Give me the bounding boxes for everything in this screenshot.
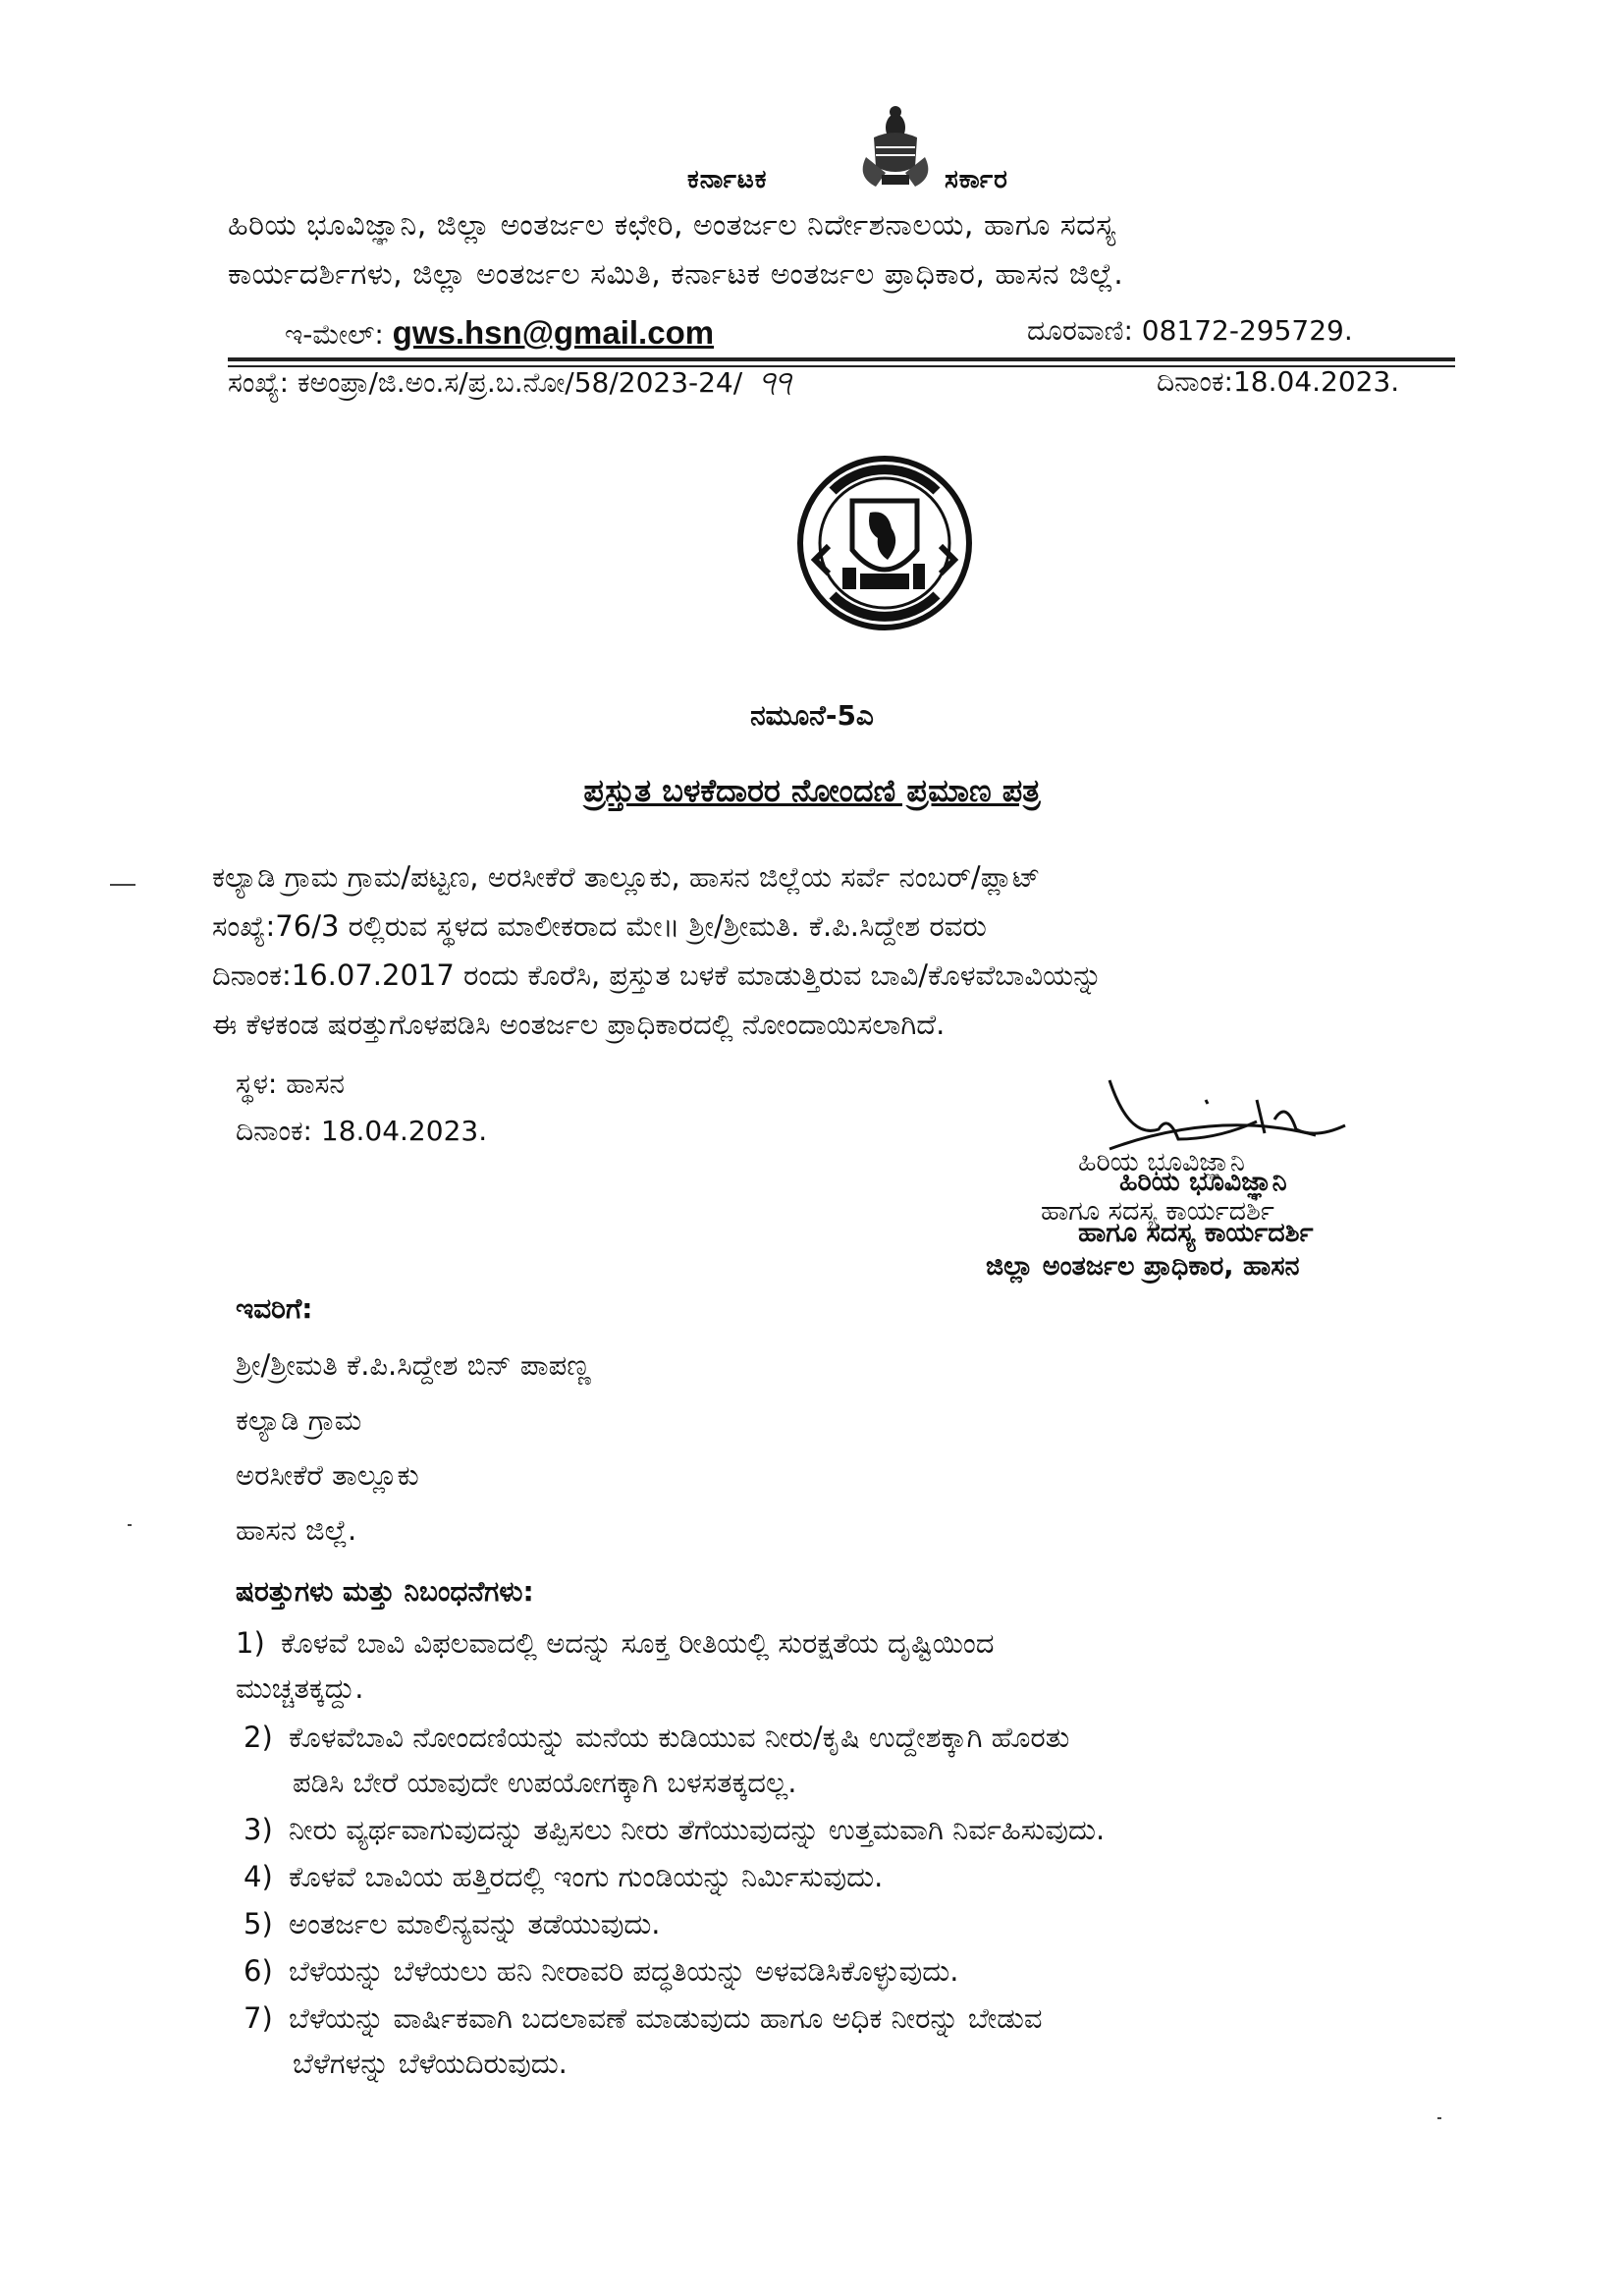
issue-date: ದಿನಾಂಕ:18.04.2023.	[1157, 365, 1400, 398]
recipient-taluk: ಅರಸೀಕೆರೆ ತಾಲ್ಲೂಕು	[236, 1458, 419, 1492]
condition-item: 7) ಬೆಳೆಯನ್ನು ವಾರ್ಷಿಕವಾಗಿ ಬದಲಾವಣೆ ಮಾಡುವುದು ಹಾಗೂ ಅಧಿಕ ನೀರನ್ನು ಬೇಡುವ ಬೆಳೆಗಳನ್ನು ಬೆಳೆಯದಿರುವುದು.	[244, 2001, 1043, 2080]
body-line-4: ಈ ಕೆಳಕಂಡ ಷರತ್ತುಗೊಳಪಡಿಸಿ ಅಂತರ್ಜಲ ಪ್ರಾಧಿಕಾರದಲ್ಲಿ ನೋಂದಾಯಿಸಲಾಗಿದೆ.	[212, 1008, 946, 1041]
recipient-name: ಶ್ರೀ/ಶ್ರೀಮತಿ ಕೆ.ಪಿ.ಸಿದ್ದೇಶ ಬಿನ್ ಪಾಪಣ್ಣ	[236, 1348, 591, 1382]
condition-item: 5) ಅಂತರ್ಜಲ ಮಾಲಿನ್ಯವನ್ನು ತಡೆಯುವುದು.	[244, 1907, 661, 1941]
state-emblem-icon	[846, 98, 945, 196]
phone-row	[1027, 314, 1353, 348]
certificate-title: ಪ್ರಸ್ತುತ ಬಳಕೆದಾರರ ನೋಂದಣಿ ಪ್ರಮಾಣ ಪತ್ರ	[583, 772, 1041, 809]
authority-seal-icon	[793, 452, 976, 634]
email-address[interactable]: gws.hsn@gmail.com	[392, 314, 715, 351]
email-label: ಇ-ಮೇಲ್:	[285, 318, 384, 351]
recipient-heading: ಇವರಿಗೆ:	[236, 1292, 313, 1325]
recipient-district: ಹಾಸನ ಜಿಲ್ಲೆ.	[236, 1513, 357, 1547]
signatory-stamp-title: ಹಿರಿಯ ಭೂವಿಜ್ಞಾನಿ	[1119, 1167, 1287, 1197]
scan-mark	[128, 1524, 132, 1526]
office-name-line-2: ಕಾರ್ಯದರ್ಶಿಗಳು, ಜಿಲ್ಲಾ ಅಂತರ್ಜಲ ಸಮಿತಿ, ಕರ್ನಾಟಕ ಅಂತರ್ಜಲ ಪ್ರಾಧಿಕಾರ, ಹಾಸನ ಜಿಲ್ಲೆ.	[228, 257, 1124, 292]
form-number: ನಮೂನೆ-5ಎ	[750, 699, 874, 732]
body-line-3: ದಿನಾಂಕ:16.07.2017 ರಂದು ಕೊರೆಸಿ, ಪ್ರಸ್ತುತ ಬಳಕೆ ಮಾಡುತ್ತಿರುವ ಬಾವಿ/ಕೊಳವೆಬಾವಿಯನ್ನು	[212, 958, 1103, 992]
body-line-2: ಸಂಖ್ಯೆ:76/3 ರಲ್ಲಿರುವ ಸ್ಥಳದ ಮಾಲೀಕರಾದ ಮೇ॥ ಶ್ರೀ/ಶ್ರೀಮತಿ. ಕೆ.ಪಿ.ಸಿದ್ದೇಶ ರವರು	[212, 909, 987, 943]
scan-mark	[1437, 2117, 1441, 2119]
phone-number: 08172-295729.	[1141, 314, 1353, 347]
condition-item: 3) ನೀರು ವ್ಯರ್ಥವಾಗುವುದನ್ನು ತಪ್ಪಿಸಲು ನೀರು ತೆಗೆಯುವುದನ್ನು ಉತ್ತಮವಾಗಿ ನಿರ್ವಹಿಸುವುದು.	[244, 1813, 1106, 1846]
recipient-village: ಕಲ್ಯಾಡಿ ಗ್ರಾಮ	[236, 1403, 362, 1437]
signatory-designation-handwritten: ಹಾಗೂ ಸದಸ್ಯ ಕಾರ್ಯದರ್ಶಿ	[1041, 1196, 1274, 1227]
handwritten-serial: ੧੧	[759, 365, 791, 400]
condition-item: 2) ಕೊಳವೆಬಾವಿ ನೋಂದಣಿಯನ್ನು ಮನೆಯ ಕುಡಿಯುವ ನೀರು/ಕೃಷಿ ಉದ್ದೇಶಕ್ಕಾಗಿ ಹೊರತು ಪಡಿಸಿ ಬೇರೆ ಯಾವುದೇ ಉಪಯೋಗಕ್ಕಾಗಿ ಬಳಸತಕ್ಕದಲ್ಲ.	[244, 1721, 1070, 1799]
condition-item: 6) ಬೆಳೆಯನ್ನು ಬೆಳೆಯಲು ಹನಿ ನೀರಾವರಿ ಪದ್ಧತಿಯನ್ನು ಅಳವಡಿಸಿಕೊಳ್ಳುವುದು.	[244, 1954, 959, 1988]
scan-mark	[110, 884, 135, 886]
email-row	[285, 314, 714, 352]
signatory-title-handwritten: ಹಿರಿಯ ಭೂವಿಜ್ಞಾನಿ	[1078, 1147, 1245, 1177]
conditions-heading: ಷರತ್ತುಗಳು ಮತ್ತು ನಿಬಂಧನೆಗಳು:	[236, 1575, 534, 1608]
condition-item: 1) ಕೊಳವೆ ಬಾವಿ ವಿಫಲವಾದಲ್ಲಿ ಅದನ್ನು ಸೂಕ್ತ ರೀತಿಯಲ್ಲಿ ಸುರಕ್ಷತೆಯ ದೃಷ್ಟಿಯಿಂದ ಮುಚ್ಚತಕ್ಕದ್ದು.	[236, 1626, 995, 1705]
government-word: ಸರ್ಕಾರ	[945, 165, 1008, 194]
office-name-line-1: ಹಿರಿಯ ಭೂವಿಜ್ಞಾನಿ, ಜಿಲ್ಲಾ ಅಂತರ್ಜಲ ಕಛೇರಿ, ಅಂತರ್ಜಲ ನಿರ್ದೇಶನಾಲಯ, ಹಾಗೂ ಸದಸ್ಯ	[228, 208, 1116, 243]
government-header	[687, 165, 1008, 195]
signatory-stamp-designation: ಹಾಗೂ ಸದಸ್ಯ ಕಾರ್ಯದರ್ಶಿ	[1078, 1218, 1314, 1248]
body-line-1: ಕಲ್ಯಾಡಿ ಗ್ರಾಮ ಗ್ರಾಮ/ಪಟ್ಟಣ, ಅರಸೀಕೆರೆ ತಾಲ್ಲೂಕು, ಹಾಸನ ಜಿಲ್ಲೆಯ ಸರ್ವೆ ನಂಬರ್/ಪ್ಲಾಟ್	[212, 860, 1041, 894]
condition-item: 4) ಕೊಳವೆ ಬಾವಿಯ ಹತ್ತಿರದಲ್ಲಿ ಇಂಗು ಗುಂಡಿಯನ್ನು ನಿರ್ಮಿಸುವುದು.	[244, 1860, 884, 1893]
place: ಸ್ಥಳ: ಹಾಸನ	[236, 1067, 345, 1100]
phone-label: ದೂರವಾಣಿ:	[1027, 314, 1133, 347]
signatory-stamp-office: ಜಿಲ್ಲಾ ಅಂತರ್ಜಲ ಪ್ರಾಧಿಕಾರ, ಹಾಸನ	[986, 1251, 1300, 1282]
header-divider	[228, 357, 1455, 361]
reference-number: ಸಂಖ್ಯೆ: ಕಅಂಪ್ರಾ/ಜಿ.ಅಂ.ಸ/ಪ್ರ.ಬ.ನೋ/58/2023-24/ ੧੧	[228, 365, 791, 400]
place-date: ದಿನಾಂಕ: 18.04.2023.	[236, 1115, 488, 1147]
state-name: ಕರ್ನಾಟಕ	[687, 165, 768, 194]
